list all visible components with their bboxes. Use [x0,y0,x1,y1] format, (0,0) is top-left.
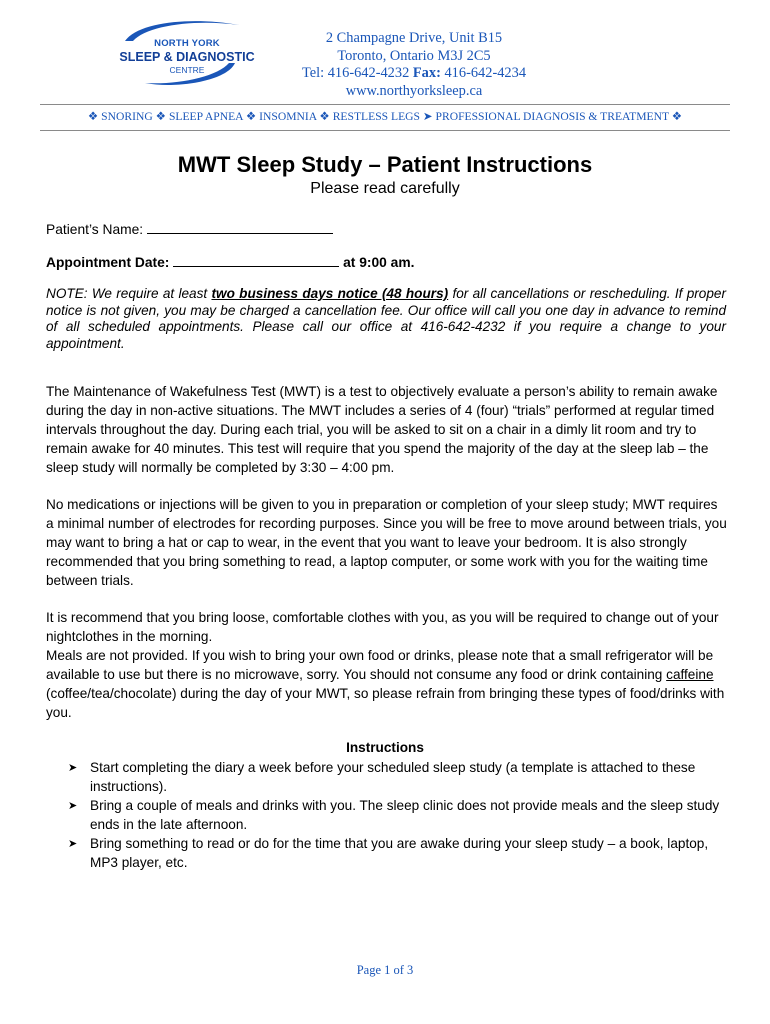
appointment-date-field [46,254,414,270]
diamond-bullet-icon: ❖ [87,110,99,123]
diamond-bullet-icon: ❖ [671,110,683,123]
service-item: RESTLESS LEGS [332,110,420,123]
diamond-bullet-icon: ❖ [319,110,330,123]
patient-name-field [46,221,333,237]
logo-line-3: CENTRE [169,65,205,75]
service-item: SLEEP APNEA [168,110,243,123]
tel-number: 416-642-4232 [327,65,410,82]
arrow-bullet-icon: ➤ [68,799,78,812]
appointment-date-label: Appointment Date: [46,255,170,270]
address-street: 2 Champagne Drive, Unit B15 [325,30,503,46]
caffeine-text: caffeine [666,666,714,682]
instruction-text: Start completing the diary a week before your scheduled sleep study (a template is attached to these instructions). [90,760,696,794]
fax-number: 416-642-4234 [444,65,527,82]
service-item: PROFESSIONAL DIAGNOSIS & TREATMENT [435,110,669,123]
arrow-bullet-icon: ➤ [422,110,433,123]
fax-label: Fax: [412,65,441,82]
logo-line-1: NORTH YORK [154,38,220,49]
service-item: SNORING [101,110,153,123]
list-item [68,797,728,835]
diamond-bullet-icon: ❖ [245,110,257,123]
header-divider-bottom [40,130,730,131]
service-item: INSOMNIA [259,110,317,123]
page-number: Page 1 of 3 [356,963,414,977]
meals-text-start: Meals are not provided. If you wish to bring your own food or drinks, please note that a small refrigerator will be available to use but there is no microwave, sorry. You should not consume any food or drink containing [46,647,714,682]
clothes-text: It is recommend that you bring loose, comfortable clothes with you, as you will be required to change out of your nightclothes in the morning. [46,610,719,644]
cancellation-note [46,286,726,352]
patient-name-label: Patient’s Name: [46,222,144,237]
appointment-time: at 9:00 am. [343,255,415,270]
meals-text [46,647,728,723]
list-item [68,759,728,797]
instruction-text: Bring something to read or do for the time that you are awake during your sleep study – a book, laptop, MP3 player, etc. [90,835,709,870]
note-prefix: NOTE: We require at least [46,286,212,301]
page-title: MWT Sleep Study – Patient Instructions [177,152,593,177]
meals-text-end: (coffee/tea/chocolate) during the day of your MWT, so please refrain from bringing these types of food/drinks with you. [46,685,725,720]
note-emphasis: two business days notice (48 hours) [211,286,449,301]
logo-line-2: SLEEP & DIAGNOSTIC [119,50,255,64]
address-block [268,30,560,100]
address-phone-line [268,65,560,83]
address-city: Toronto, Ontario M3J 2C5 [337,47,491,64]
diamond-bullet-icon: ❖ [155,110,167,123]
arrow-bullet-icon: ➤ [68,762,78,774]
list-item [68,835,728,873]
appointment-date-blank[interactable] [173,254,339,267]
note-rest: for all cancellations or rescheduling. If proper notice is not given, you may be charged a cancellation fee. Our office will call you one day in advance to remind of all scheduled appointments. Please call our office at 416-642-4232 if you require a change to your appointment. [46,286,726,351]
instructions-heading: Instructions [346,740,424,755]
instructions-list [68,759,728,872]
clothes-meals-paragraph [46,609,728,722]
services-bar [40,109,730,123]
instruction-text: Bring a couple of meals and drinks with you. The sleep clinic does not provide meals and the sleep study ends in the late afternoon. [90,797,720,832]
website-link[interactable]: www.northyorksleep.ca [345,82,483,99]
header-divider-top [40,104,730,105]
medications-paragraph: No medications or injections will be given to you in preparation or completion of your sleep study; MWT requires a minimal number of electrodes for recording purposes. Since you will be free to move around between trials, you may want to bring a hat or cap to wear, in the event that you want to leave your bedroom. It is also strongly recommended that you bring something to read, a laptop computer, or some work with you for the waiting time between trials. [46,497,727,588]
page-subtitle: Please read carefully [310,180,460,197]
arrow-bullet-icon: ➤ [68,837,78,850]
tel-label: Tel: [301,65,325,82]
patient-name-blank[interactable] [147,221,333,234]
mwt-description-paragraph: The Maintenance of Wakefulness Test (MWT) is a test to objectively evaluate a person’s ability to remain awake during the day in non-active situations. The MWT includes a series of 4 (four) “trials” performed at regular timed intervals throughout the day. During each trial, you will be asked to sit on a chair in a dimly lit room and try to remain awake for 40 minutes. This test will require that you spend the majority of the day at the sleep lab – the sleep study will normally be completed by 3:30 – 4:00 pm. [46,384,718,475]
clinic-logo [117,15,257,90]
